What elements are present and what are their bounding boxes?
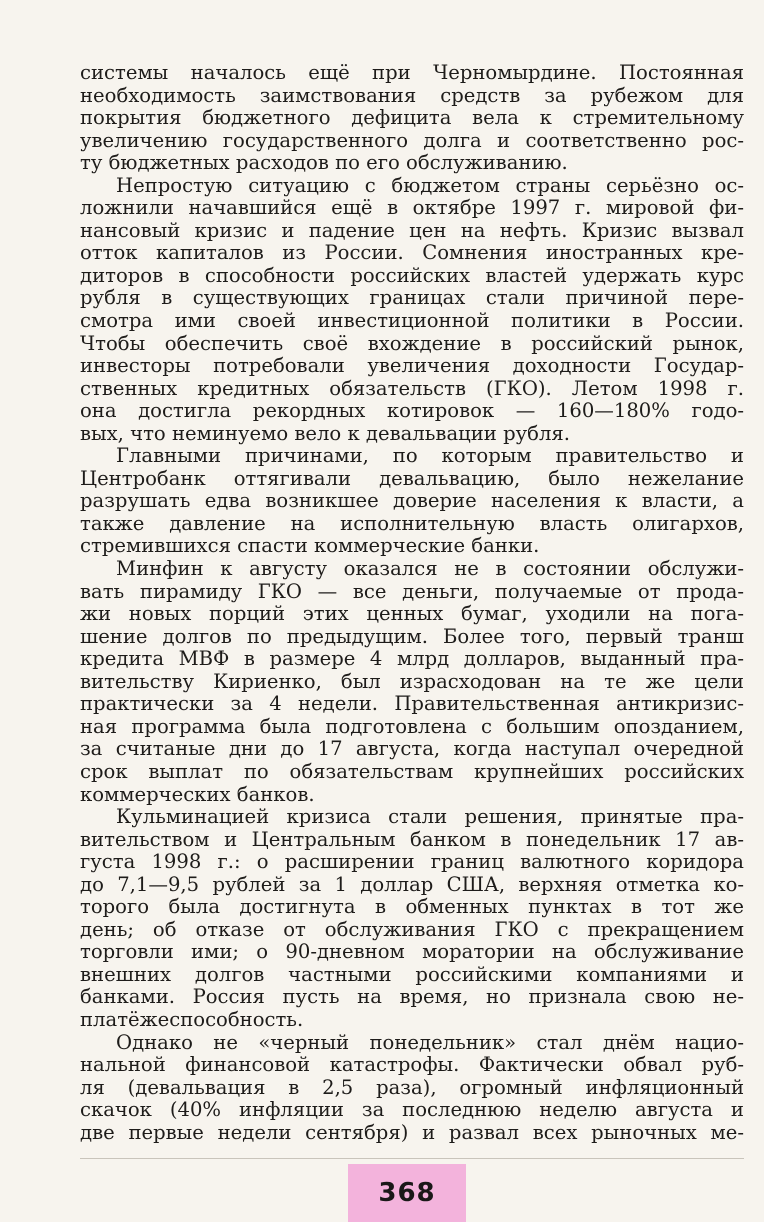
text-line: нансовый кризис и падение цен на нефть. Кризис вызвал	[80, 218, 744, 242]
text-line: вых, что неминуемо вело к девальвации рубля.	[80, 421, 570, 445]
text-line: увеличению государственного долга и соответственно рос-	[80, 128, 744, 152]
text-line: инвесторы потребовали увеличения доходности Государ-	[80, 354, 744, 378]
text-line: необходимость заимствования средств за рубежом для	[80, 83, 744, 107]
text-line: день; об отказе от обслуживания ГКО с прекращением	[80, 917, 744, 941]
page-number-badge	[348, 1164, 466, 1222]
text-line: коммерческих банков.	[80, 782, 315, 806]
text-line: густа 1998 г.: о расширении границ валютного коридора	[80, 850, 744, 874]
text-line: торговли ими; о 90-дневном моратории на обслуживание	[80, 940, 744, 964]
text-line: отток капиталов из России. Сомнения иностранных кре-	[80, 241, 744, 265]
paragraph-1	[80, 62, 744, 175]
text-line: разрушать едва возникшее доверие населения к власти, а	[80, 489, 744, 513]
text-line: Минфин к августу оказался не в состоянии обслужи-	[116, 557, 744, 581]
text-line: внешних долгов частными российскими компаниями и	[80, 962, 744, 986]
paragraph-4	[80, 558, 744, 806]
page-number: 368	[378, 1178, 436, 1208]
text-line: две первые недели сентября) и развал всех рыночных ме-	[80, 1120, 744, 1144]
text-line: вительству Кириенко, был израсходован на те же цели	[80, 669, 744, 693]
text-line: Главными причинами, по которым правительство и	[116, 444, 744, 468]
text-line: также давление на исполнительную власть олигархов,	[80, 511, 744, 535]
page-text	[80, 62, 744, 1144]
paragraph-6	[80, 1032, 744, 1145]
text-line: рубля в существующих границах стали причиной пере-	[80, 286, 744, 310]
text-line: Центробанк оттягивали девальвацию, было нежелание	[80, 466, 744, 490]
text-line: практически за 4 недели. Правительственная антикризис-	[80, 692, 744, 716]
text-line: вать пирамиду ГКО — все деньги, получаемые от прода-	[80, 579, 744, 603]
text-line: диторов в способности российских властей удержать курс	[80, 263, 744, 287]
text-line: ложнили начавшийся ещё в октябре 1997 г. мировой фи-	[80, 196, 744, 220]
text-line: нальной финансовой катастрофы. Фактически обвал руб-	[80, 1053, 744, 1077]
text-line: шение долгов по предыдущим. Более того, первый транш	[80, 624, 744, 648]
text-line: ственных кредитных обязательств (ГКО). Летом 1998 г.	[80, 376, 744, 400]
text-line: смотра ими своей инвестиционной политики в России.	[80, 309, 744, 333]
text-line: Кульминацией кризиса стали решения, принятые пра-	[116, 805, 744, 829]
text-line: банками. Россия пусть на время, но признала свою не-	[80, 985, 744, 1009]
text-line: системы началось ещё при Черномырдине. Постоянная	[80, 61, 744, 84]
text-line: торого была достигнута в обменных пунктах в тот же	[80, 895, 744, 919]
text-line: вительством и Центральным банком в понедельник 17 ав-	[80, 827, 744, 851]
text-line: ту бюджетных расходов по его обслуживанию.	[80, 151, 568, 175]
footer-divider	[80, 1158, 744, 1159]
text-line: за считаные дни до 17 августа, когда наступал очередной	[80, 737, 744, 761]
text-line: Однако не «черный понедельник» стал днём нацио-	[116, 1030, 744, 1054]
text-line: до 7,1—9,5 рублей за 1 доллар США, верхняя отметка ко-	[80, 872, 744, 896]
text-line: Непростую ситуацию с бюджетом страны серьёзно ос-	[116, 173, 744, 197]
text-line: кредита МВФ в размере 4 млрд долларов, выданный пра-	[80, 647, 744, 671]
text-line: стремившихся спасти коммерческие банки.	[80, 534, 540, 558]
paragraph-5	[80, 806, 744, 1031]
text-line: ля (девальвация в 2,5 раза), огромный инфляционный	[80, 1075, 744, 1099]
text-line: скачок (40% инфляции за последнюю неделю августа и	[80, 1098, 744, 1122]
text-line: ная программа была подготовлена с большим опозданием,	[80, 714, 744, 738]
text-line: платёжеспособность.	[80, 1007, 304, 1031]
text-line: Чтобы обеспечить своё вхождение в российский рынок,	[80, 331, 744, 355]
paragraph-2	[80, 175, 744, 446]
text-line: срок выплат по обязательствам крупнейших российских	[80, 759, 744, 783]
text-line: покрытия бюджетного дефицита вела к стремительному	[80, 106, 744, 130]
text-line: жи новых порций этих ценных бумаг, уходили на пога-	[80, 602, 744, 626]
paragraph-3	[80, 445, 744, 558]
text-line: она достигла рекордных котировок — 160—180% годо-	[80, 399, 744, 423]
